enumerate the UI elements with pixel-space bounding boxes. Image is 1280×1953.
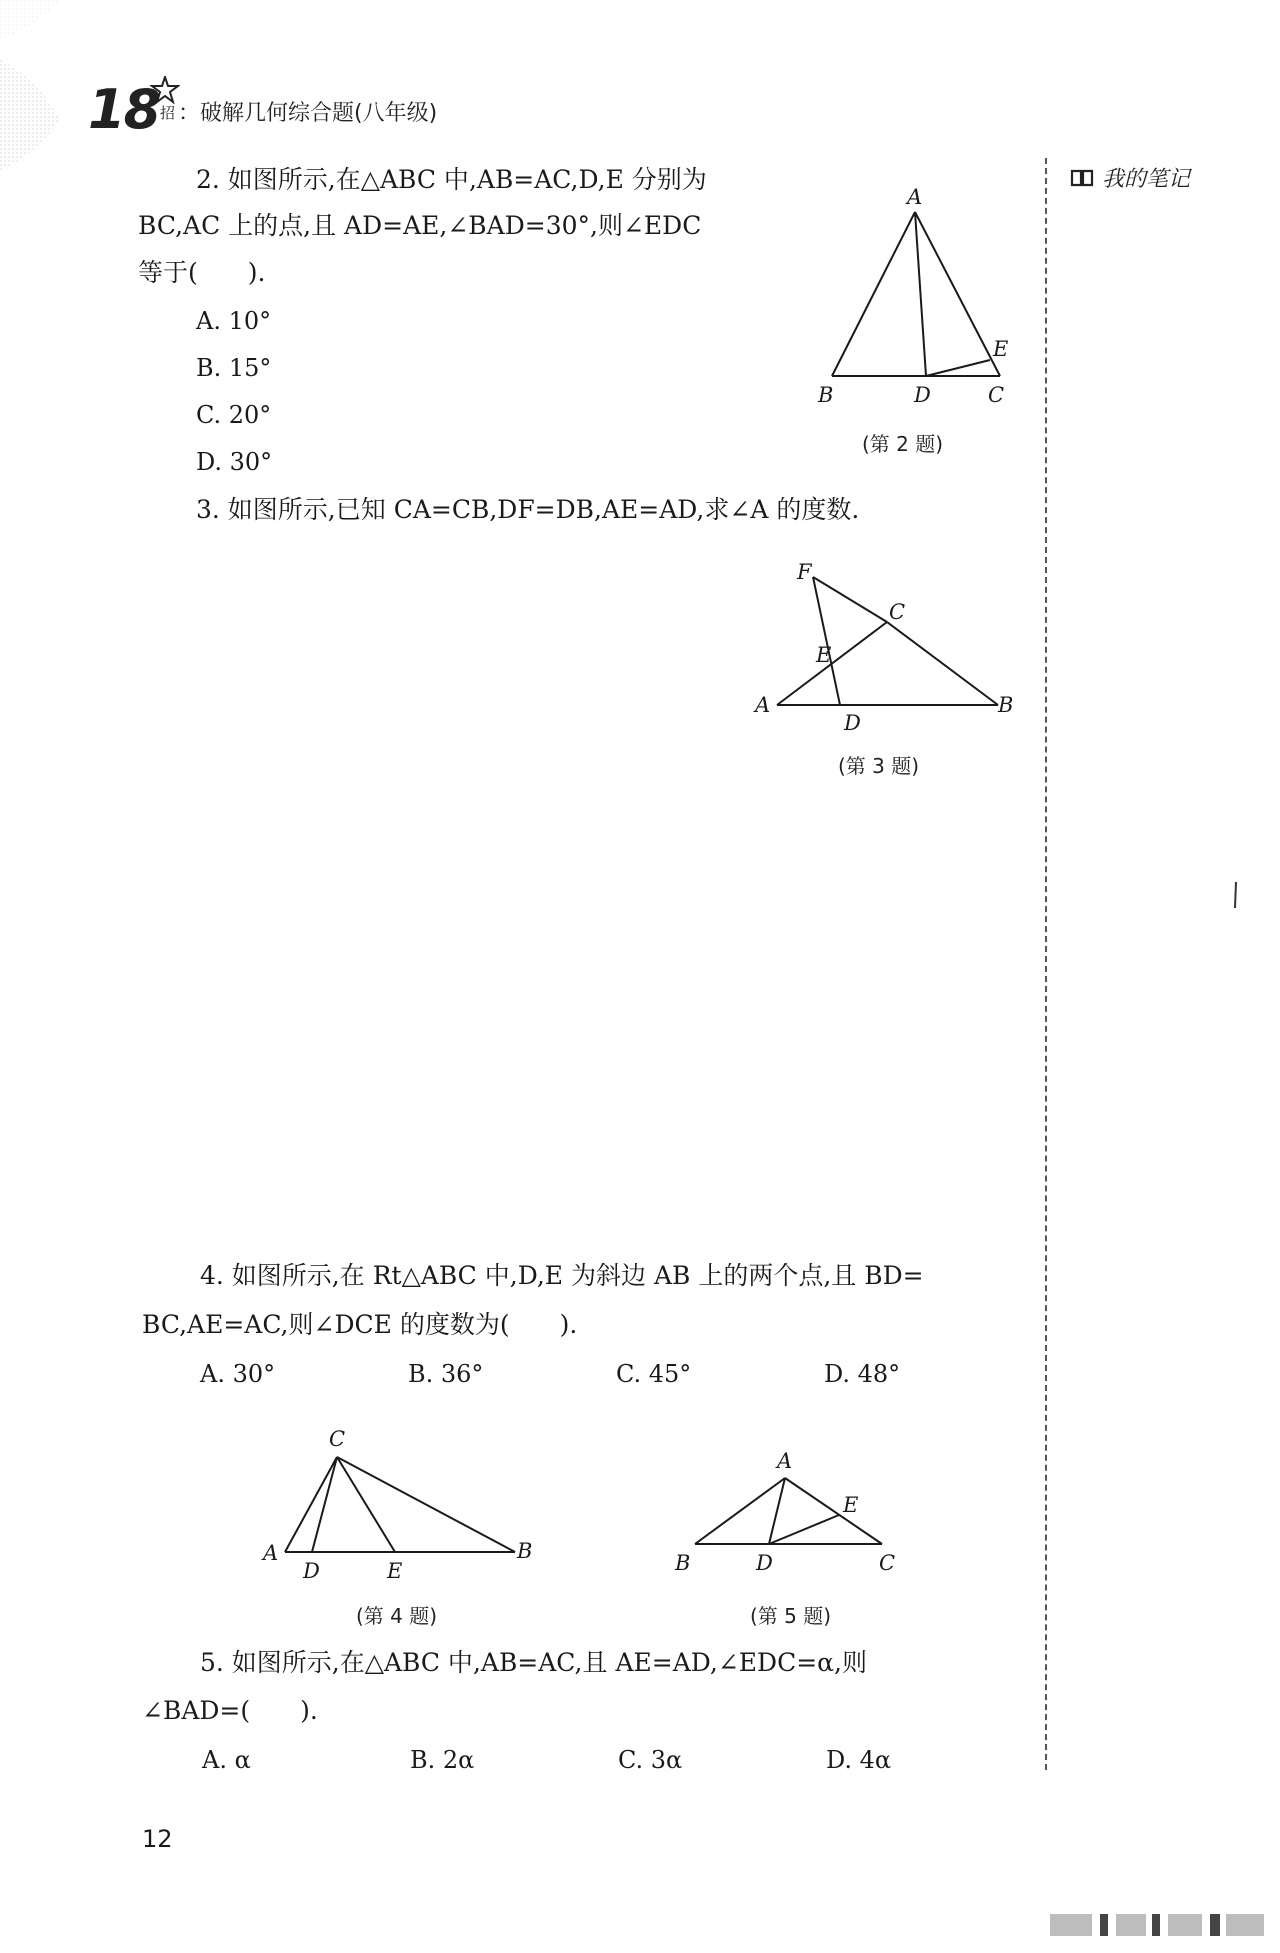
q2-label-c: C <box>988 383 1005 407</box>
q2-option-b: B. 15° <box>196 354 272 382</box>
q5-label-d: D <box>756 1551 773 1575</box>
q2-label-a: A <box>907 185 923 209</box>
q5-label-a: A <box>777 1449 793 1473</box>
q3-label-c: C <box>889 600 906 624</box>
scan-bars-decoration <box>1050 1910 1270 1940</box>
q2-label-b: B <box>818 383 834 407</box>
q3-label-e: E <box>816 643 832 667</box>
q3-figure-caption: (第 3 题) <box>838 754 920 778</box>
q2-figure-caption: (第 2 题) <box>862 432 944 456</box>
chapter-title: ：破解几何综合题(八年级) <box>178 101 438 126</box>
q3-figure <box>745 555 1025 735</box>
q4-label-d: D <box>303 1559 320 1580</box>
q4-label-a: A <box>263 1541 279 1565</box>
star-icon <box>150 76 180 104</box>
q5-option-b: B. 2α <box>410 1746 475 1774</box>
q4-option-a: A. 30° <box>200 1360 276 1388</box>
q2-line3: 等于( ). <box>138 258 266 287</box>
chapter-number: 18 <box>88 78 160 141</box>
q2-line2: BC,AC 上的点,且 AD=AE,∠BAD=30°,则∠EDC <box>138 211 702 240</box>
q3-label-f: F <box>797 560 812 584</box>
q4-line2: BC,AE=AC,则∠DCE 的度数为( ). <box>142 1310 578 1339</box>
q2-figure <box>800 180 1030 420</box>
q4-figure <box>255 1420 545 1580</box>
q5-line2: ∠BAD=( ). <box>142 1696 318 1725</box>
q3-label-a: A <box>755 693 771 717</box>
q5-figure <box>665 1440 915 1580</box>
q5-option-d: D. 4α <box>826 1746 892 1774</box>
q4-figure-caption: (第 4 题) <box>356 1604 438 1628</box>
q4-option-b: B. 36° <box>408 1360 484 1388</box>
q5-label-b: B <box>675 1551 691 1575</box>
q2-label-e: E <box>993 337 1009 361</box>
q4-label-c: C <box>329 1427 346 1451</box>
q4-label-e: E <box>387 1559 403 1580</box>
q2-option-a: A. 10° <box>196 307 272 335</box>
chapter-zhao: 招 <box>160 104 176 122</box>
q3-line1: 3. 如图所示,已知 CA=CB,DF=DB,AE=AD,求∠A 的度数. <box>196 495 860 524</box>
page-number: 12 <box>142 1825 173 1853</box>
q5-label-c: C <box>879 1551 896 1575</box>
q4-label-b: B <box>517 1539 533 1563</box>
q5-label-e: E <box>843 1493 859 1517</box>
book-icon <box>1070 169 1094 187</box>
q4-line1: 4. 如图所示,在 Rt△ABC 中,D,E 为斜边 AB 上的两个点,且 BD= <box>200 1261 924 1290</box>
q5-line1: 5. 如图所示,在△ABC 中,AB=AC,且 AE=AD,∠EDC=α,则 <box>200 1648 867 1677</box>
notes-label <box>1070 162 1190 193</box>
q4-option-d: D. 48° <box>824 1360 901 1388</box>
q2-line1: 2. 如图所示,在△ABC 中,AB=AC,D,E 分别为 <box>196 165 707 194</box>
q5-option-a: A. α <box>202 1746 251 1774</box>
notes-label-text: 我的笔记 <box>1102 167 1191 192</box>
q3-label-d: D <box>844 711 861 735</box>
q3-label-b: B <box>998 693 1014 717</box>
q5-option-c: C. 3α <box>618 1746 683 1774</box>
q2-label-d: D <box>914 383 931 407</box>
notes-divider <box>1045 158 1047 1770</box>
scan-mark <box>1230 880 1242 910</box>
q2-option-c: C. 20° <box>196 401 272 429</box>
q2-option-d: D. 30° <box>196 448 273 476</box>
q4-option-c: C. 45° <box>616 1360 692 1388</box>
q5-figure-caption: (第 5 题) <box>750 1604 832 1628</box>
